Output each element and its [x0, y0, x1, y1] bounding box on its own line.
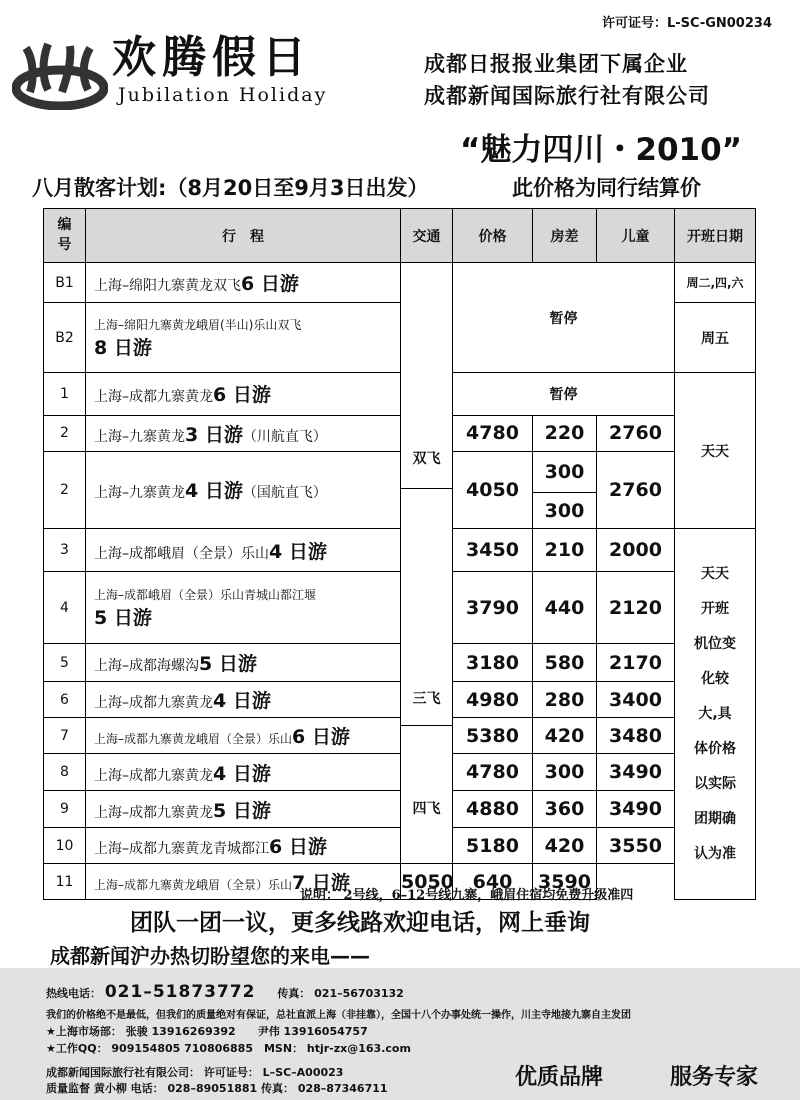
- table-row: [44, 451, 756, 493]
- row-route: 上海–九寨黄龙3 日游（川航直飞）: [86, 415, 401, 451]
- fax-number: 传真： 021–56703132: [277, 987, 404, 1000]
- row-route: 上海–绵阳九寨黄龙双飞6 日游: [86, 263, 401, 303]
- row-route: 上海–绵阳九寨黄龙峨眉(半山)乐山双飞 8 日游: [86, 303, 401, 373]
- tour-price-table: [43, 208, 756, 900]
- schedule-b2: 周五: [675, 303, 756, 373]
- room-cell: 300: [533, 493, 597, 529]
- market-contacts: ★上海市场部： 张骏 13916269392 尹伟 13916054757: [46, 1025, 368, 1038]
- room-cell: 360: [533, 791, 597, 828]
- brand-quality: 优质品牌: [515, 1065, 604, 1090]
- row-route: 上海–成都九寨黄龙6 日游: [86, 373, 401, 416]
- row-route: 上海–成都九寨黄龙4 日游: [86, 754, 401, 791]
- table-row: [44, 791, 756, 828]
- logo-text-en: Jubilation Holiday: [118, 84, 328, 106]
- explanation-note: 说明： 2号线，6–12号线九寨，峨眉住宿均免费升级准四: [300, 888, 634, 903]
- child-cell: 3590: [533, 864, 597, 900]
- room-cell: 640: [453, 864, 533, 900]
- row-no: 3: [44, 529, 86, 572]
- call-invitation: 成都新闻沪办热切盼望您的来电——: [50, 944, 370, 968]
- row-no: B1: [44, 263, 86, 303]
- row-no: B2: [44, 303, 86, 373]
- plan-note: 此价格为同行结算价: [512, 176, 701, 200]
- header-child: 儿童: [597, 209, 675, 263]
- quality-supervision: 质量监督 黄小柳 电话： 028–89051881 传真： 028–87346711: [46, 1082, 388, 1095]
- row-no: 10: [44, 828, 86, 864]
- brand-service: 服务专家: [670, 1065, 759, 1090]
- room-cell: 580: [533, 644, 597, 682]
- row-route: 上海–成都海螺沟5 日游: [86, 644, 401, 682]
- price-cell: 4050: [453, 451, 533, 529]
- price-cell: 5380: [453, 718, 533, 754]
- room-cell: 440: [533, 572, 597, 644]
- row-no: 8: [44, 754, 86, 791]
- transport-sifei: 四飞: [412, 801, 441, 817]
- logo-icon: [12, 40, 108, 110]
- child-cell: 2760: [597, 415, 675, 451]
- row-route: 上海–成都九寨黄龙峨眉（全景）乐山6 日游: [86, 718, 401, 754]
- price-cell: 3180: [453, 644, 533, 682]
- row-no: 2: [44, 451, 86, 529]
- header-schedule: 开班日期: [675, 209, 756, 263]
- paused-1-status: 暂停: [453, 373, 675, 416]
- table-row: [44, 682, 756, 718]
- price-cell: 4880: [453, 791, 533, 828]
- logo-text-cn: 欢腾假日: [112, 32, 312, 83]
- row-route: 上海–成都九寨黄龙青城都江6 日游: [86, 828, 401, 864]
- license-number: 许可证号：L-SC-GN00234: [601, 16, 772, 31]
- room-cell: 300: [533, 754, 597, 791]
- child-cell: 2760: [597, 451, 675, 529]
- child-cell: 2170: [597, 644, 675, 682]
- header-room: 房差: [533, 209, 597, 263]
- table-row: [44, 373, 756, 416]
- row-no: 4: [44, 572, 86, 644]
- child-cell: 2120: [597, 572, 675, 644]
- quality-promise: 我们的价格绝不是最低，但我们的质量绝对有保证，总社直派上海（非挂靠），全国十八个办事处统一操作，川主寺地接九寨自主发团: [46, 1010, 631, 1021]
- price-cell: 3450: [453, 529, 533, 572]
- child-cell: 3490: [597, 791, 675, 828]
- table-row: [44, 828, 756, 864]
- child-cell: 3490: [597, 754, 675, 791]
- schedule-long: 天天 开班 机位变 化较 大,具 体价格 以实际 团期确 认为准: [675, 529, 756, 900]
- hotline-line: 热线电话： 021–51873772 传真： 021–56703132: [46, 982, 404, 1002]
- price-cell: 5050: [401, 864, 453, 900]
- header-no: 编号: [44, 209, 86, 263]
- row-no: 2: [44, 415, 86, 451]
- row-route: 上海–成都九寨黄龙5 日游: [86, 791, 401, 828]
- table-row: [44, 718, 756, 754]
- transport-sanfei: 三飞: [412, 691, 441, 707]
- row-no: 6: [44, 682, 86, 718]
- paused-b-status: 暂停: [453, 263, 675, 373]
- row-route: 上海–成都峨眉（全景）乐山4 日游: [86, 529, 401, 572]
- table-row: [44, 263, 756, 303]
- table-row: [44, 644, 756, 682]
- row-no: 7: [44, 718, 86, 754]
- table-row: [44, 754, 756, 791]
- room-cell: 220: [533, 415, 597, 451]
- room-cell: 420: [533, 828, 597, 864]
- row-route: 上海–成都九寨黄龙4 日游: [86, 682, 401, 718]
- plan-title: 八月散客计划:（8月20日至9月3日出发）: [32, 176, 429, 200]
- row-no: 1: [44, 373, 86, 416]
- table-row: [44, 572, 756, 644]
- schedule-b1: 周二,四,六: [675, 263, 756, 303]
- row-route: 上海–九寨黄龙4 日游（国航直飞）: [86, 451, 401, 529]
- header-transport: 交通: [401, 209, 453, 263]
- child-cell: 2000: [597, 529, 675, 572]
- price-cell: 4980: [453, 682, 533, 718]
- row-no: 9: [44, 791, 86, 828]
- child-cell: 3400: [597, 682, 675, 718]
- table-row: [44, 529, 756, 572]
- price-cell: 4780: [453, 415, 533, 451]
- table-header-row: [44, 209, 756, 263]
- hotline-number[interactable]: 021–51873772: [104, 982, 256, 1002]
- row-route: 上海–成都九寨黄龙峨眉（全景）乐山7 日游: [86, 864, 401, 900]
- header-price: 价格: [453, 209, 533, 263]
- transport-cell: [401, 263, 453, 864]
- company-line-1: 成都日报报业集团下属企业: [424, 52, 688, 76]
- qq-msn-contacts: ★工作QQ： 909154805 710806885 MSN： htjr-zx@163.com: [46, 1042, 411, 1055]
- table-row: [44, 415, 756, 451]
- room-cell: 280: [533, 682, 597, 718]
- room-cell: 420: [533, 718, 597, 754]
- child-cell: 3550: [597, 828, 675, 864]
- schedule-daily: 天天: [675, 373, 756, 529]
- price-cell: 3790: [453, 572, 533, 644]
- price-cell: 4780: [453, 754, 533, 791]
- company-line-2: 成都新闻国际旅行社有限公司: [424, 84, 710, 108]
- row-no: 11: [44, 864, 86, 900]
- child-cell: 3480: [597, 718, 675, 754]
- room-cell: 210: [533, 529, 597, 572]
- company-license: 成都新闻国际旅行社有限公司： 许可证号： L–SC–A00023: [46, 1066, 344, 1079]
- room-cell: 300: [533, 451, 597, 493]
- header-route: 行 程: [86, 209, 401, 263]
- campaign-slogan: “魅力四川・2010”: [460, 132, 743, 168]
- price-cell: 5180: [453, 828, 533, 864]
- group-inquiry-slogan: 团队一团一议，更多线路欢迎电话，网上垂询: [130, 910, 590, 936]
- row-no: 5: [44, 644, 86, 682]
- transport-shuangfei: 双飞: [412, 451, 441, 467]
- row-route: 上海–成都峨眉（全景）乐山青城山都江堰 5 日游: [86, 572, 401, 644]
